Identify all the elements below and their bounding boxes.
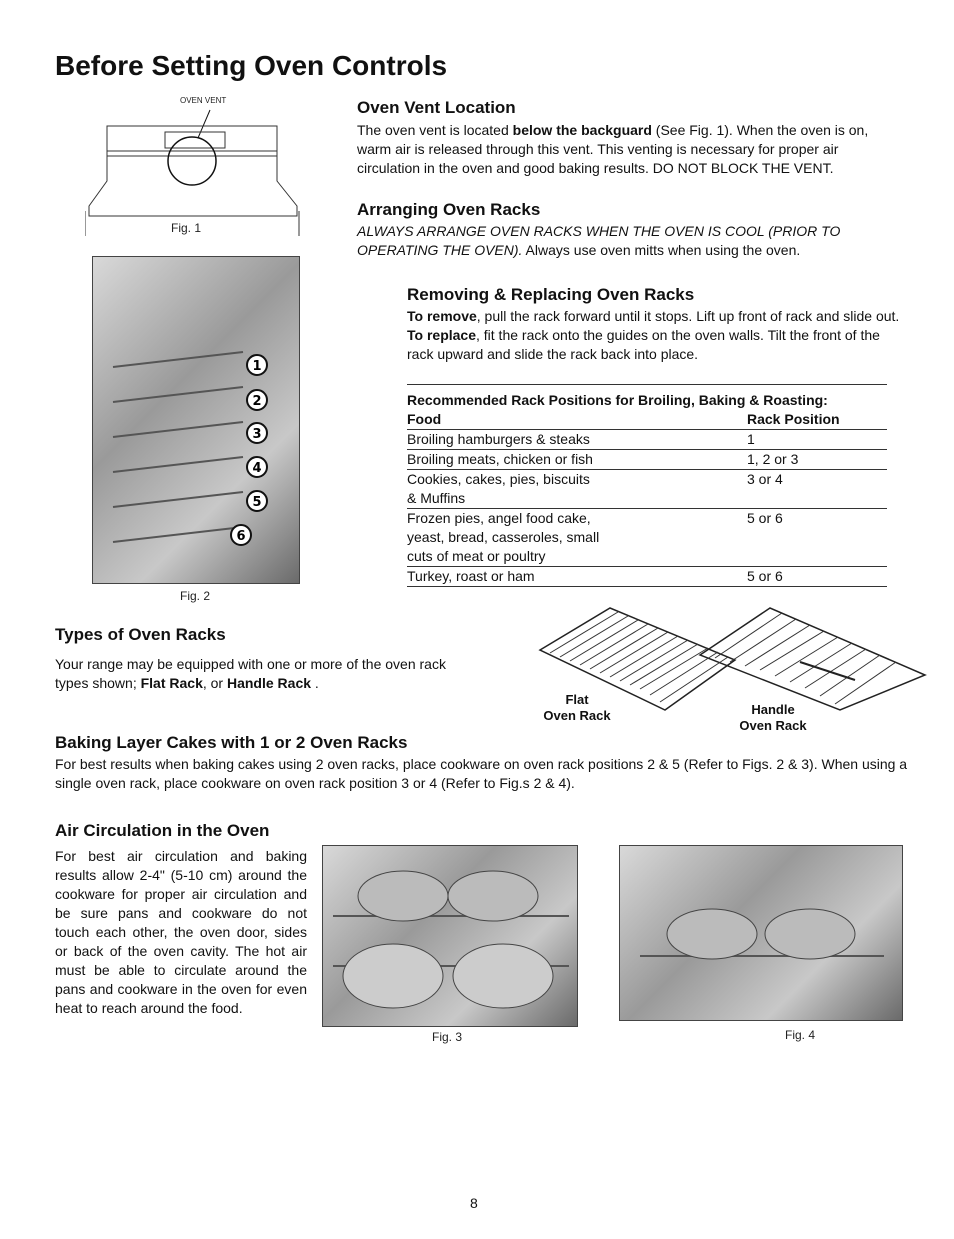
col-food-header: Food (407, 411, 442, 427)
air-heading: Air Circulation in the Oven (55, 821, 270, 840)
rack-position-cell (747, 528, 887, 547)
removing-text: To remove, pull the rack forward until it stops. Lift up front of rack and slide out. To replace, fit the rack onto the guides on the oven walls. Tilt the front of the rack upward and slide the rack back into place. (407, 308, 900, 362)
table-title: Recommended Rack Positions for Broiling, Baking & Roasting: (407, 392, 828, 408)
col-position-header: Rack Position (747, 411, 840, 427)
rack-position-cell: 5 or 6 (747, 510, 783, 526)
flat-rack-label: Flat Oven Rack (543, 692, 611, 723)
rack-position-cell (747, 547, 887, 566)
food-cell: & Muffins (407, 490, 466, 506)
rack-position-cell: 3 or 4 (747, 471, 783, 487)
rack-positions-table (407, 384, 887, 587)
arranging-text: ALWAYS ARRANGE OVEN RACKS WHEN THE OVEN IS COOL (PRIOR TO OPERATING THE OVEN). Always use oven mitts when using the oven. (357, 223, 841, 258)
fig2-oven-rack-positions-photo (92, 256, 300, 584)
page-title: Before Setting Oven Controls (55, 50, 448, 81)
types-text: Your range may be equipped with one or more of the oven rack types shown; Flat Rack, or Handle Rack . (55, 656, 446, 691)
svg-text:2: 2 (252, 394, 262, 409)
oven-vent-heading: Oven Vent Location (357, 98, 516, 117)
food-cell: Turkey, roast or ham (407, 568, 535, 584)
rack-position-cell: 1 (747, 431, 755, 447)
fig4-caption: Fig. 4 (785, 1028, 816, 1042)
removing-heading: Removing & Replacing Oven Racks (407, 285, 695, 304)
page-number: 8 (470, 1195, 478, 1211)
svg-text:1: 1 (252, 359, 262, 374)
fig2-caption: Fig. 2 (180, 589, 211, 603)
oven-vent-illustration (85, 96, 301, 236)
rack-position-cell (747, 489, 887, 508)
table-row (407, 430, 887, 450)
rack-position-cell: 5 or 6 (747, 568, 783, 584)
table-row (407, 547, 887, 567)
table-row (407, 489, 887, 509)
table-row (407, 509, 887, 528)
food-cell: yeast, bread, casseroles, small (407, 529, 600, 545)
fig4-single-rack-cake-pans-photo (619, 845, 903, 1021)
arranging-heading: Arranging Oven Racks (357, 200, 541, 219)
svg-text:3: 3 (252, 427, 262, 442)
fig1-oven-vent-drawing (85, 96, 301, 236)
fig3-caption: Fig. 3 (432, 1030, 463, 1044)
table-row (407, 528, 887, 547)
fig3-two-racks-cake-pans-photo (322, 845, 578, 1027)
types-heading: Types of Oven Racks (55, 625, 226, 644)
food-cell: Broiling hamburgers & steaks (407, 431, 590, 447)
table-row (407, 470, 887, 489)
food-cell: Broiling meats, chicken or fish (407, 451, 593, 467)
table-header-row (407, 410, 887, 430)
food-cell: cuts of meat or poultry (407, 548, 546, 564)
food-cell: Frozen pies, angel food cake, (407, 510, 591, 526)
oven-vent-text: The oven vent is located below the backguard (See Fig. 1). When the oven is on, warm air is released through this vent. This venting is necessary for proper air circulation in the oven and good baking results. DO NOT BLOCK THE VENT. (357, 122, 869, 176)
layer-cakes-text: For best results when baking cakes using 2 oven racks, place cookware on oven rack positions 2 & 5 (Refer to Figs. 2 & 3). When using a single oven rack, place cookware on oven rack position 3 or 4 (Refer to Fig.s 2 & 4). (55, 756, 908, 791)
svg-text:6: 6 (236, 529, 246, 544)
fig1-caption: Fig. 1 (171, 221, 202, 235)
table-row (407, 567, 887, 587)
layer-cakes-heading: Baking Layer Cakes with 1 or 2 Oven Racks (55, 733, 408, 752)
food-cell: Cookies, cakes, pies, biscuits (407, 471, 590, 487)
air-text: For best air circulation and baking results allow 2-4" (5-10 cm) around the cookware for proper air circulation and be sure pans and cookware do not touch each other, the oven door, sides or back of the oven cavity. The hot air must be able to circulate around the pans and cookware in the oven for even heat to reach around the food. (55, 848, 307, 1016)
svg-text:5: 5 (252, 495, 262, 510)
svg-text:4: 4 (252, 461, 262, 476)
handle-rack-label: Handle Oven Rack (739, 702, 807, 733)
table-row (407, 450, 887, 470)
oven-vent-label: OVEN VENT (180, 96, 227, 105)
rack-position-cell: 1, 2 or 3 (747, 451, 799, 467)
